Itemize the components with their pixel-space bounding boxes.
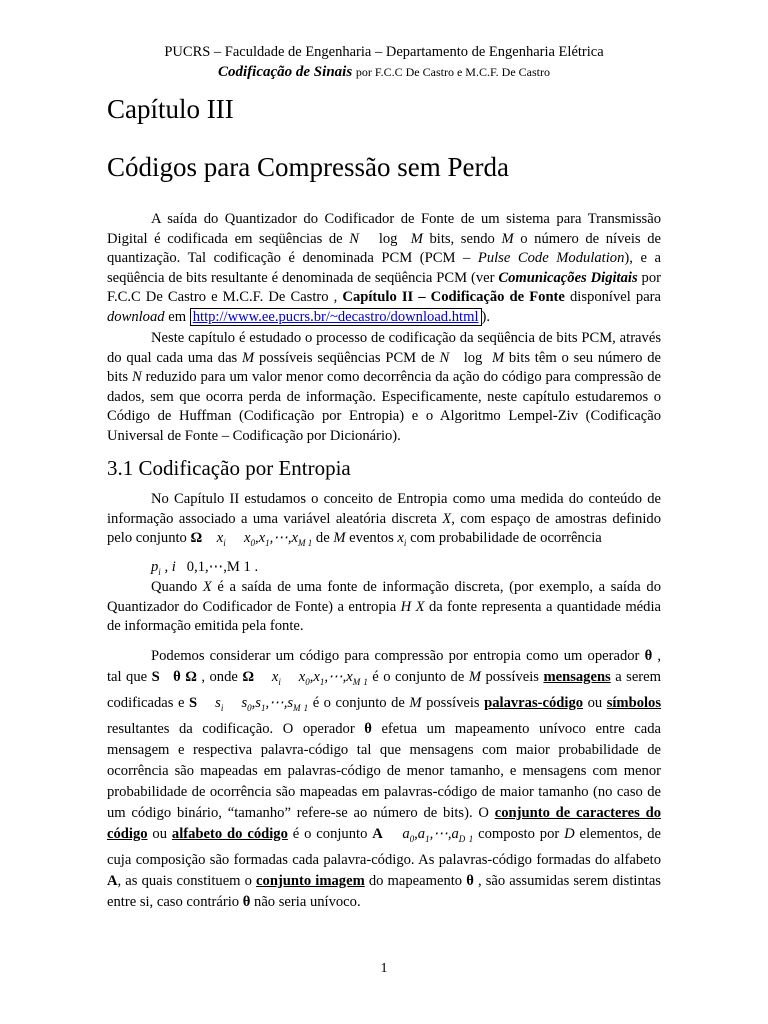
- course-authors: por F.C.C De Castro e M.C.F. De Castro: [355, 65, 550, 79]
- download-link[interactable]: http://www.ee.pucrs.br/~decastro/download.html: [190, 308, 482, 326]
- course-title: Codificação de Sinais: [218, 64, 353, 80]
- paragraph-code-operator: Podemos considerar um código para compressão por entropia como um operador θ , tal que S θ Ω , onde Ω $x_i$ $x_0,x_1,\cdots,x_{M 1}$ é o conjunto de M possíveis mensagens a serem codificadas e S $s_i$ $s_0,s_1,\cdots,s_{M 1}$ é o conjunto de M possíveis palavras-código ou símbolos resultantes da codificação. O operador θ efetua um mapeamento unívoco entre cada mensagem e respectiva palavra-código tal que mensagens com maior probabilidade de ocorrência são mapeadas em palavras-código de menor tamanho, e mensagens com menor probabilidade de ocorrência são mapeadas em palavras-código de maior tamanho (no caso de um código binário, “tamanho” refere-se ao número de bits). O conjunto de caracteres do código ou alfabeto do código é o conjunto A $a_0,a_1,\cdots,a_{D 1}$ composto por D elementos, de cuja composição são formadas cada palavra-código. As palavras-código formadas do alfabeto A, as quais constituem o conjunto imagem do mapeamento θ , são assumidas serem distintas entre si, caso contrário θ não seria unívoco.: [107, 648, 662, 910]
- paragraph-source-entropy: Quando X é a saída de uma fonte de informação discreta, (por exemplo, a saída do Quantizador do Codificador de Fonte) a entropia H X da fonte representa a quantidade média de informação emitida pela fonte.: [107, 579, 661, 635]
- page-number: 1: [380, 961, 388, 976]
- header-course: [0, 64, 768, 81]
- paragraph-entropy-concept: No Capítulo II estudamos o conceito de Entropia como uma medida do conteúdo de informação associado a uma variável aleatória discreta X, com espaço de amostras definido pelo conjunto Ω $x_i$ $x_0,x_1,\cdots,x_{M 1}$ de M eventos $x_i$ com probabilidade de ocorrência $p_i$ , i 0,1,⋯,M 1 .: [107, 491, 661, 577]
- paragraph-chapter-scope: Neste capítulo é estudado o processo de codificação da seqüência de bits PCM, através do qual cada uma das M possíveis seqüências PCM de N log M bits têm o seu número de bits N reduzido para um valor menor como decorrência da ação do código para compressão de dados, sem que ocorra perda de informação. Especificamente, neste capítulo estudaremos o Código de Huffman (Codificação por Entropia) e o Algoritmo Lempel-Ziv (Codificação Universal de Fonte – Codificação por Dicionário).: [107, 330, 662, 444]
- paragraph-intro: A saída do Quantizador do Codificador de Fonte de um sistema para Transmissão Digital é codificada em seqüências de N log M bits, sendo M o número de níveis de quantização. Tal codificação é denominada PCM (PCM – Pulse Code Modulation), e a seqüência de bits resultante é denominada de seqüência PCM (ver Comunicações Digitais por F.C.C De Castro e M.C.F. De Castro , Capítulo II – Codificação de Fonte disponível para download em http://www.ee.pucrs.br/~decastro/download.html ).: [107, 211, 662, 325]
- chapter-number: Capítulo III: [107, 94, 234, 124]
- chapter-title: Códigos para Compressão sem Perda: [107, 152, 509, 182]
- theta-symbol: θ: [644, 648, 653, 664]
- header-institution: PUCRS – Faculdade de Engenharia – Departamento de Engenharia Elétrica: [164, 44, 604, 60]
- section-title: 3.1 Codificação por Entropia: [107, 456, 351, 480]
